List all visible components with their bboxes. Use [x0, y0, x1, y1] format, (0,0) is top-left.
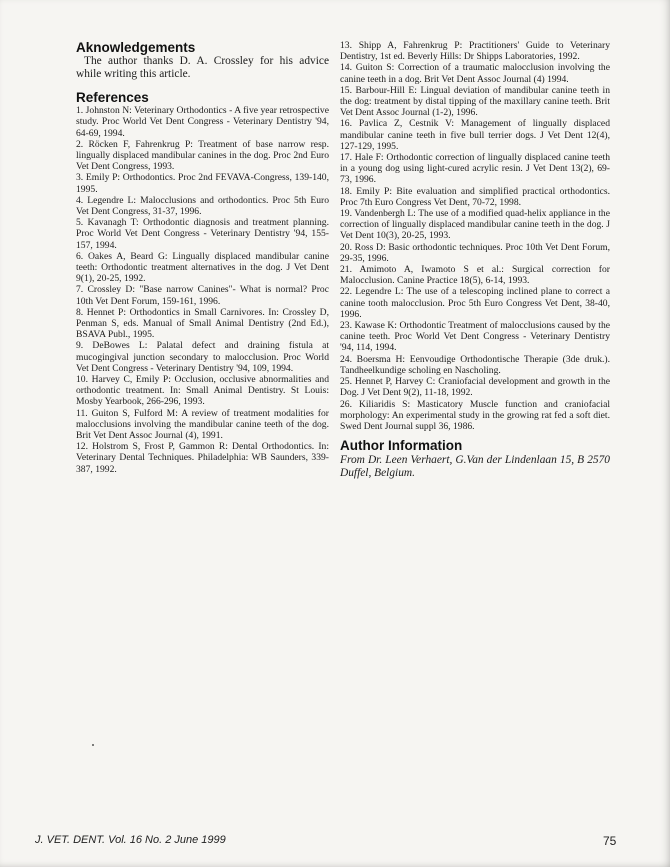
reference-item: 23. Kawase K: Orthodontic Treatment of malocclusions caused by the canine teeth. Proc World Vet Dent Congress - Veterinary Dentistry '94, 114, 1994. — [340, 320, 610, 354]
left-column — [76, 40, 329, 475]
reference-item: 15. Barbour-Hill E: Lingual deviation of mandibular canine teeth in the dog: treatment by distal tipping of the maxillary canine teeth. Brit Vet Dent Assoc Journal (1-2), 1996. — [340, 84, 610, 119]
reference-item: 4. Legendre L: Malocclusions and orthodontics. Proc 5th Euro Vet Dent Congress, 31-37, 1996. — [76, 194, 329, 218]
footer-journal-citation: J. VET. DENT. Vol. 16 No. 2 June 1999 — [35, 834, 226, 846]
reference-item: 8. Hennet P: Orthodontics in Small Carnivores. In: Crossley D, Penman S, eds. Manual of Small Animal Dentistry (2nd Ed.), BSAVA Publ., 1995. — [76, 306, 329, 341]
reference-item: 9. DeBowes L: Palatal defect and draining fistula at mucogingival junction secondary to malocclusion. Proc World Vet Dent Congress - Veterinary Dentistry '94, 109, 1994. — [76, 340, 329, 374]
reference-item: 16. Pavlica Z, Cestnik V: Management of lingually displaced mandibular canine teeth in five bull terrier dogs. J Vet Dent 12(4), 127-129, 1995. — [340, 118, 610, 152]
reference-item: 19. Vandenbergh L: The use of a modified quad-helix appliance in the correction of lingually displaced mandibular canine teeth in the dog. J Vet Dent 10(3), 20-25, 1993. — [340, 208, 610, 242]
author-information-text: From Dr. Leen Verhaert, G.Van der Lindenlaan 15, B 2570 Duffel, Belgium. — [340, 454, 610, 479]
reference-item: 24. Boersma H: Eenvoudige Orthodontische Therapie (3de druk.). Tandheelkundige scholing en Nascholing. — [340, 353, 610, 376]
reference-item: 11. Guiton S, Fulford M: A review of treatment modalities for malocclusions involving the mandibular canine teeth of the dog. Brit Vet Dent Assoc Journal (4), 1991. — [76, 407, 329, 442]
author-information-heading: Author Information — [340, 438, 463, 454]
reference-item: 22. Legendre L: The use of a telescoping inclined plane to correct a canine tooth malocclusion. Proc 5th Euro Congress Vet Dent, 38-40, 1996. — [340, 286, 610, 320]
right-column — [340, 40, 610, 480]
reference-item: 12. Holstrom S, Frost P, Gammon R: Dental Orthodontics. In: Veterinary Dental Techniques. Philadelphia: WB Saunders, 339-387, 1992. — [76, 441, 329, 475]
references-list-right — [340, 40, 610, 432]
reference-item: 10. Harvey C, Emily P: Occlusion, occlusive abnormalities and orthodontic treatment. In: Small Animal Dentistry. St Louis: Mosby Yearbook, 266-296, 1993. — [76, 374, 329, 408]
reference-item: 13. Shipp A, Fahrenkrug P: Practitioners' Guide to Veterinary Dentistry, 1st ed. Beverly Hills: Dr Shipps Laboratories, 1992. — [340, 40, 610, 63]
reference-item: 3. Emily P: Orthodontics. Proc 2nd FEVAVA-Congress, 139-140, 1995. — [76, 172, 329, 195]
reference-item: 20. Ross D: Basic orthodontic techniques. Proc 10th Vet Dent Forum, 29-35, 1996. — [340, 241, 610, 264]
acknowledgements-text: The author thanks D. A. Crossley for his advice while writing this article. — [76, 55, 329, 80]
acknowledgements-heading: Aknowledgements — [76, 40, 196, 55]
reference-item: 17. Hale F: Orthodontic correction of lingually displaced canine teeth in a young dog using light-cured acrylic resin. J Vet Dent 13(2), 69-73, 1996. — [340, 152, 610, 186]
page-number: 75 — [603, 834, 617, 848]
reference-item: 25. Hennet P, Harvey C: Craniofacial development and growth in the Dog. J Vet Dent 9(2), 11-18, 1992. — [340, 376, 610, 399]
scan-speck — [92, 744, 94, 746]
reference-item: 14. Guiton S: Correction of a traumatic malocclusion involving the canine teeth in a dog. Brit Vet Dent Assoc Journal (4) 1994. — [340, 62, 610, 85]
references-list-left — [76, 105, 329, 475]
reference-item: 26. Kiliaridis S: Masticatory Muscle function and craniofacial morphology: An experimental study in the growing rat fed a soft diet. Swed Dent Journal suppl 36, 1986. — [340, 398, 610, 432]
reference-item: 7. Crossley D: "Base narrow Canines"- What is normal? Proc 10th Vet Dent Forum, 159-161, 1996. — [76, 284, 329, 307]
reference-item: 5. Kavanagh T: Orthodontic diagnosis and treatment planning. Proc World Vet Dent Congress - Veterinary Dentistry '94, 155-157, 1994. — [76, 217, 329, 251]
reference-item: 6. Oakes A, Beard G: Lingually displaced mandibular canine teeth: Orthodontic treatment alternatives in the dog. J Vet Dent 9(1), 20-25, 1992. — [76, 250, 329, 285]
reference-item: 18. Emily P: Bite evaluation and simplified practical orthodontics. Proc 7th Euro Congress Vet Dent, 70-72, 1998. — [340, 185, 610, 208]
reference-item: 1. Johnston N: Veterinary Orthodontics - A five year retrospective study. Proc World Vet Dent Congress - Veterinary Dentistry '94, 64-69, 1994. — [76, 105, 329, 139]
references-heading: References — [76, 90, 149, 106]
reference-item: 2. Röcken F, Fahrenkrug P: Treatment of base narrow resp. lingually displaced mandibular canines in the dog. Proc 2nd Euro Vet Dent Congress, 1993. — [76, 138, 329, 173]
reference-item: 21. Amimoto A, Iwamoto S et al.: Surgical correction for Malocclusion. Canine Practice 18(5), 6-14, 1993. — [340, 264, 610, 287]
